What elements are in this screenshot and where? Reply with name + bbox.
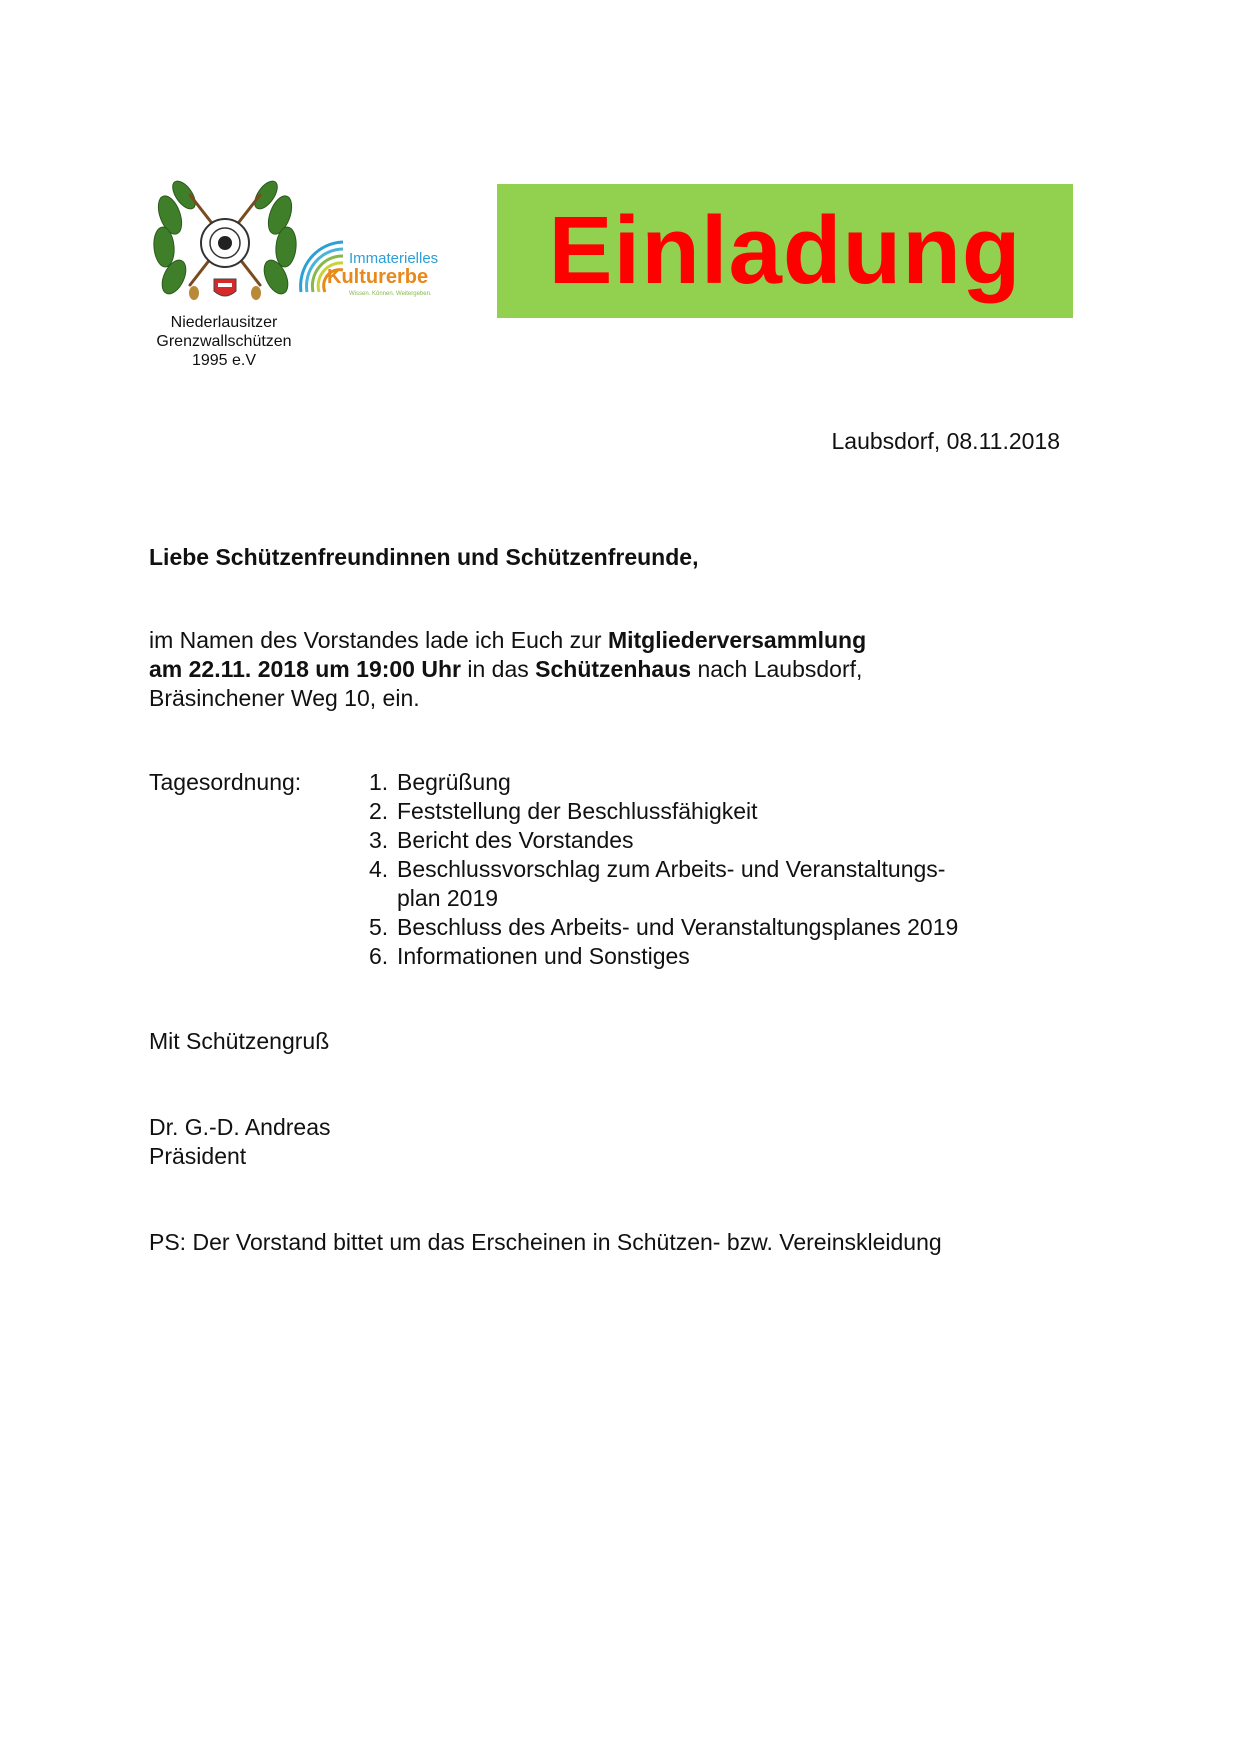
invite-text: nach Laubsdorf, <box>691 656 863 682</box>
kulturerbe-line2: Kulturerbe <box>327 266 429 288</box>
signature-block <box>149 1113 331 1171</box>
club-name <box>140 313 308 370</box>
kulturerbe-line1: Immaterielles <box>349 250 439 267</box>
agenda-text: Beschluss des Arbeits- und Veranstaltungsplanes 2019 <box>397 914 959 940</box>
agenda-item <box>369 913 958 942</box>
invite-text: in das <box>460 656 536 682</box>
agenda-number: 6. <box>369 943 389 969</box>
club-name-line-1: Niederlausitzer <box>170 314 278 331</box>
title-banner <box>497 184 1073 318</box>
closing: Mit Schützengruß <box>149 1028 330 1054</box>
postscript: PS: Der Vorstand bittet um das Erscheinen in Schützen- bzw. Vereinskleidung <box>149 1229 942 1255</box>
club-crest-logo <box>150 175 300 315</box>
event-datetime: am 22.11. 2018 um 19:00 Uhr <box>149 656 461 682</box>
club-name-line-2: Grenzwallschützen <box>156 333 292 350</box>
invite-line-1 <box>149 626 866 655</box>
agenda-number: 4. <box>369 856 389 882</box>
agenda-number: 2. <box>369 798 389 824</box>
agenda-text: Bericht des Vorstandes <box>397 827 634 853</box>
kulturerbe-tagline: Wissen. Können. Weitergeben. <box>349 291 432 297</box>
agenda-item-continuation <box>369 884 958 913</box>
agenda-text: plan 2019 <box>397 885 499 911</box>
agenda-text: Begrüßung <box>397 769 511 795</box>
agenda-item <box>369 768 958 797</box>
page-title: Einladung <box>548 197 1022 304</box>
agenda-item <box>369 797 958 826</box>
invite-text: im Namen des Vorstandes lade ich Euch zur <box>149 627 608 653</box>
invite-line-3: Bräsinchener Weg 10, ein. <box>149 685 420 711</box>
greeting: Liebe Schützenfreundinnen und Schützenfreunde, <box>149 544 699 570</box>
agenda-item <box>369 826 958 855</box>
agenda-item <box>369 942 958 971</box>
agenda-number: 1. <box>369 769 389 795</box>
signer-name: Dr. G.-D. Andreas <box>149 1114 331 1140</box>
event-venue: Schützenhaus <box>535 656 692 682</box>
place-date: Laubsdorf, 08.11.2018 <box>831 428 1060 454</box>
kulturerbe-logo <box>293 232 463 304</box>
agenda-item <box>369 855 958 884</box>
invite-line-2 <box>149 655 866 684</box>
agenda-number: 5. <box>369 914 389 940</box>
agenda-list <box>369 768 958 971</box>
invitation-paragraph <box>149 626 866 713</box>
agenda-text: Feststellung der Beschlussfähigkeit <box>397 798 758 824</box>
agenda-number: 3. <box>369 827 389 853</box>
agenda-label: Tagesordnung: <box>149 769 302 795</box>
agenda-text: Beschlussvorschlag zum Arbeits- und Veranstaltungs- <box>397 856 946 882</box>
agenda-number-spacer <box>369 884 397 913</box>
event-name: Mitgliederversammlung <box>607 627 867 653</box>
club-name-line-3: 1995 e.V <box>191 352 257 369</box>
agenda-text: Informationen und Sonstiges <box>397 943 690 969</box>
signer-title: Präsident <box>149 1143 247 1169</box>
